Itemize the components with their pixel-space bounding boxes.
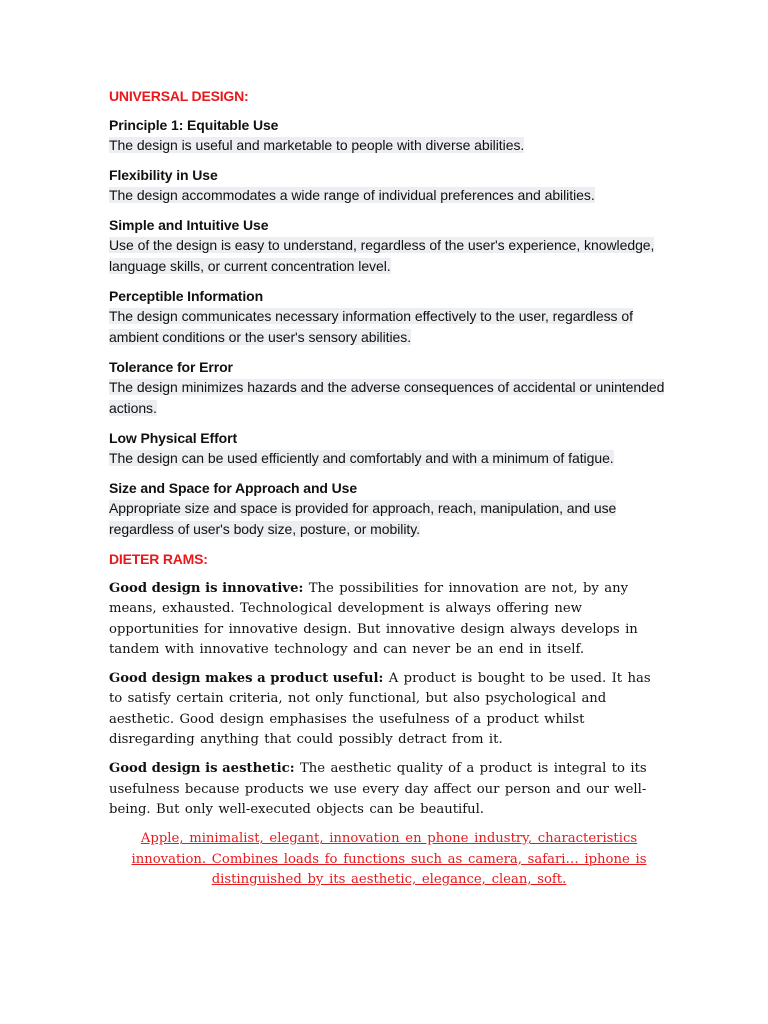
principle-equitable-use [109, 115, 669, 156]
principle-description: The design minimizes hazards and the adverse consequences of accidental or unintended actions. [109, 379, 665, 416]
rams-text: The possibilities for innovation are not, by any means, exhausted. Technological development is always offering new opportunities for innovative design. But innovative design always develops in tandem with innovative technology and can never be an end in itself. [109, 581, 638, 657]
document-page [109, 86, 669, 890]
principle-perceptible-information [109, 286, 669, 348]
principle-description: Appropriate size and space is provided for approach, reach, manipulation, and use regardless of user's body size, posture, or mobility. [109, 500, 617, 537]
dieter-rams-heading: DIETER RAMS: [109, 551, 208, 567]
rams-text: A product is bought to be used. It has to satisfy certain criteria, not only functional, but also psychological and aesthetic. Good design emphasises the usefulness of a product whilst disregarding anything that could possibly detract from it. [109, 671, 651, 748]
rams-text: The aesthetic quality of a product is integral to its usefulness because products we use every day affect our person and our well-being. But only well-executed objects can be beautiful. [109, 761, 647, 817]
rams-paragraph-aesthetic [109, 759, 669, 820]
rams-lead: Good design is innovative: [109, 581, 304, 596]
principle-title: Flexibility in Use [109, 167, 218, 183]
principle-title: Principle 1: Equitable Use [109, 117, 279, 133]
rams-paragraph-useful [109, 669, 669, 750]
principle-simple-intuitive-use [109, 215, 669, 277]
universal-design-heading: UNIVERSAL DESIGN: [109, 88, 249, 104]
principle-description: The design accommodates a wide range of individual preferences and abilities. [109, 187, 595, 203]
rams-lead: Good design is aesthetic: [109, 761, 295, 777]
rams-lead: Good design makes a product useful: [109, 671, 384, 687]
rams-paragraph-innovative [109, 579, 669, 660]
apple-note: Apple, minimalist, elegant, innovation en phone industry, characteristics innovation. Combines loads fo functions such as camera, safari… iphone is distinguished by its aesthetic, elegance, clean, soft. [131, 831, 647, 887]
principle-title: Size and Space for Approach and Use [109, 480, 358, 496]
principle-title: Simple and Intuitive Use [109, 217, 269, 233]
principle-title: Low Physical Effort [109, 430, 238, 446]
principle-description: Use of the design is easy to understand, regardless of the user's experience, knowledge, language skills, or current concentration level. [109, 237, 655, 274]
principle-description: The design can be used efficiently and comfortably and with a minimum of fatigue. [109, 450, 614, 466]
principle-low-physical-effort [109, 428, 669, 469]
principle-size-and-space [109, 478, 669, 540]
principle-title: Tolerance for Error [109, 359, 233, 375]
principle-description: The design communicates necessary information effectively to the user, regardless of ambient conditions or the user's sensory abilities. [109, 308, 633, 345]
principle-tolerance-for-error [109, 357, 669, 419]
principle-description: The design is useful and marketable to people with diverse abilities. [109, 137, 525, 153]
principle-flexibility-in-use [109, 165, 669, 206]
principle-title: Perceptible Information [109, 288, 264, 304]
